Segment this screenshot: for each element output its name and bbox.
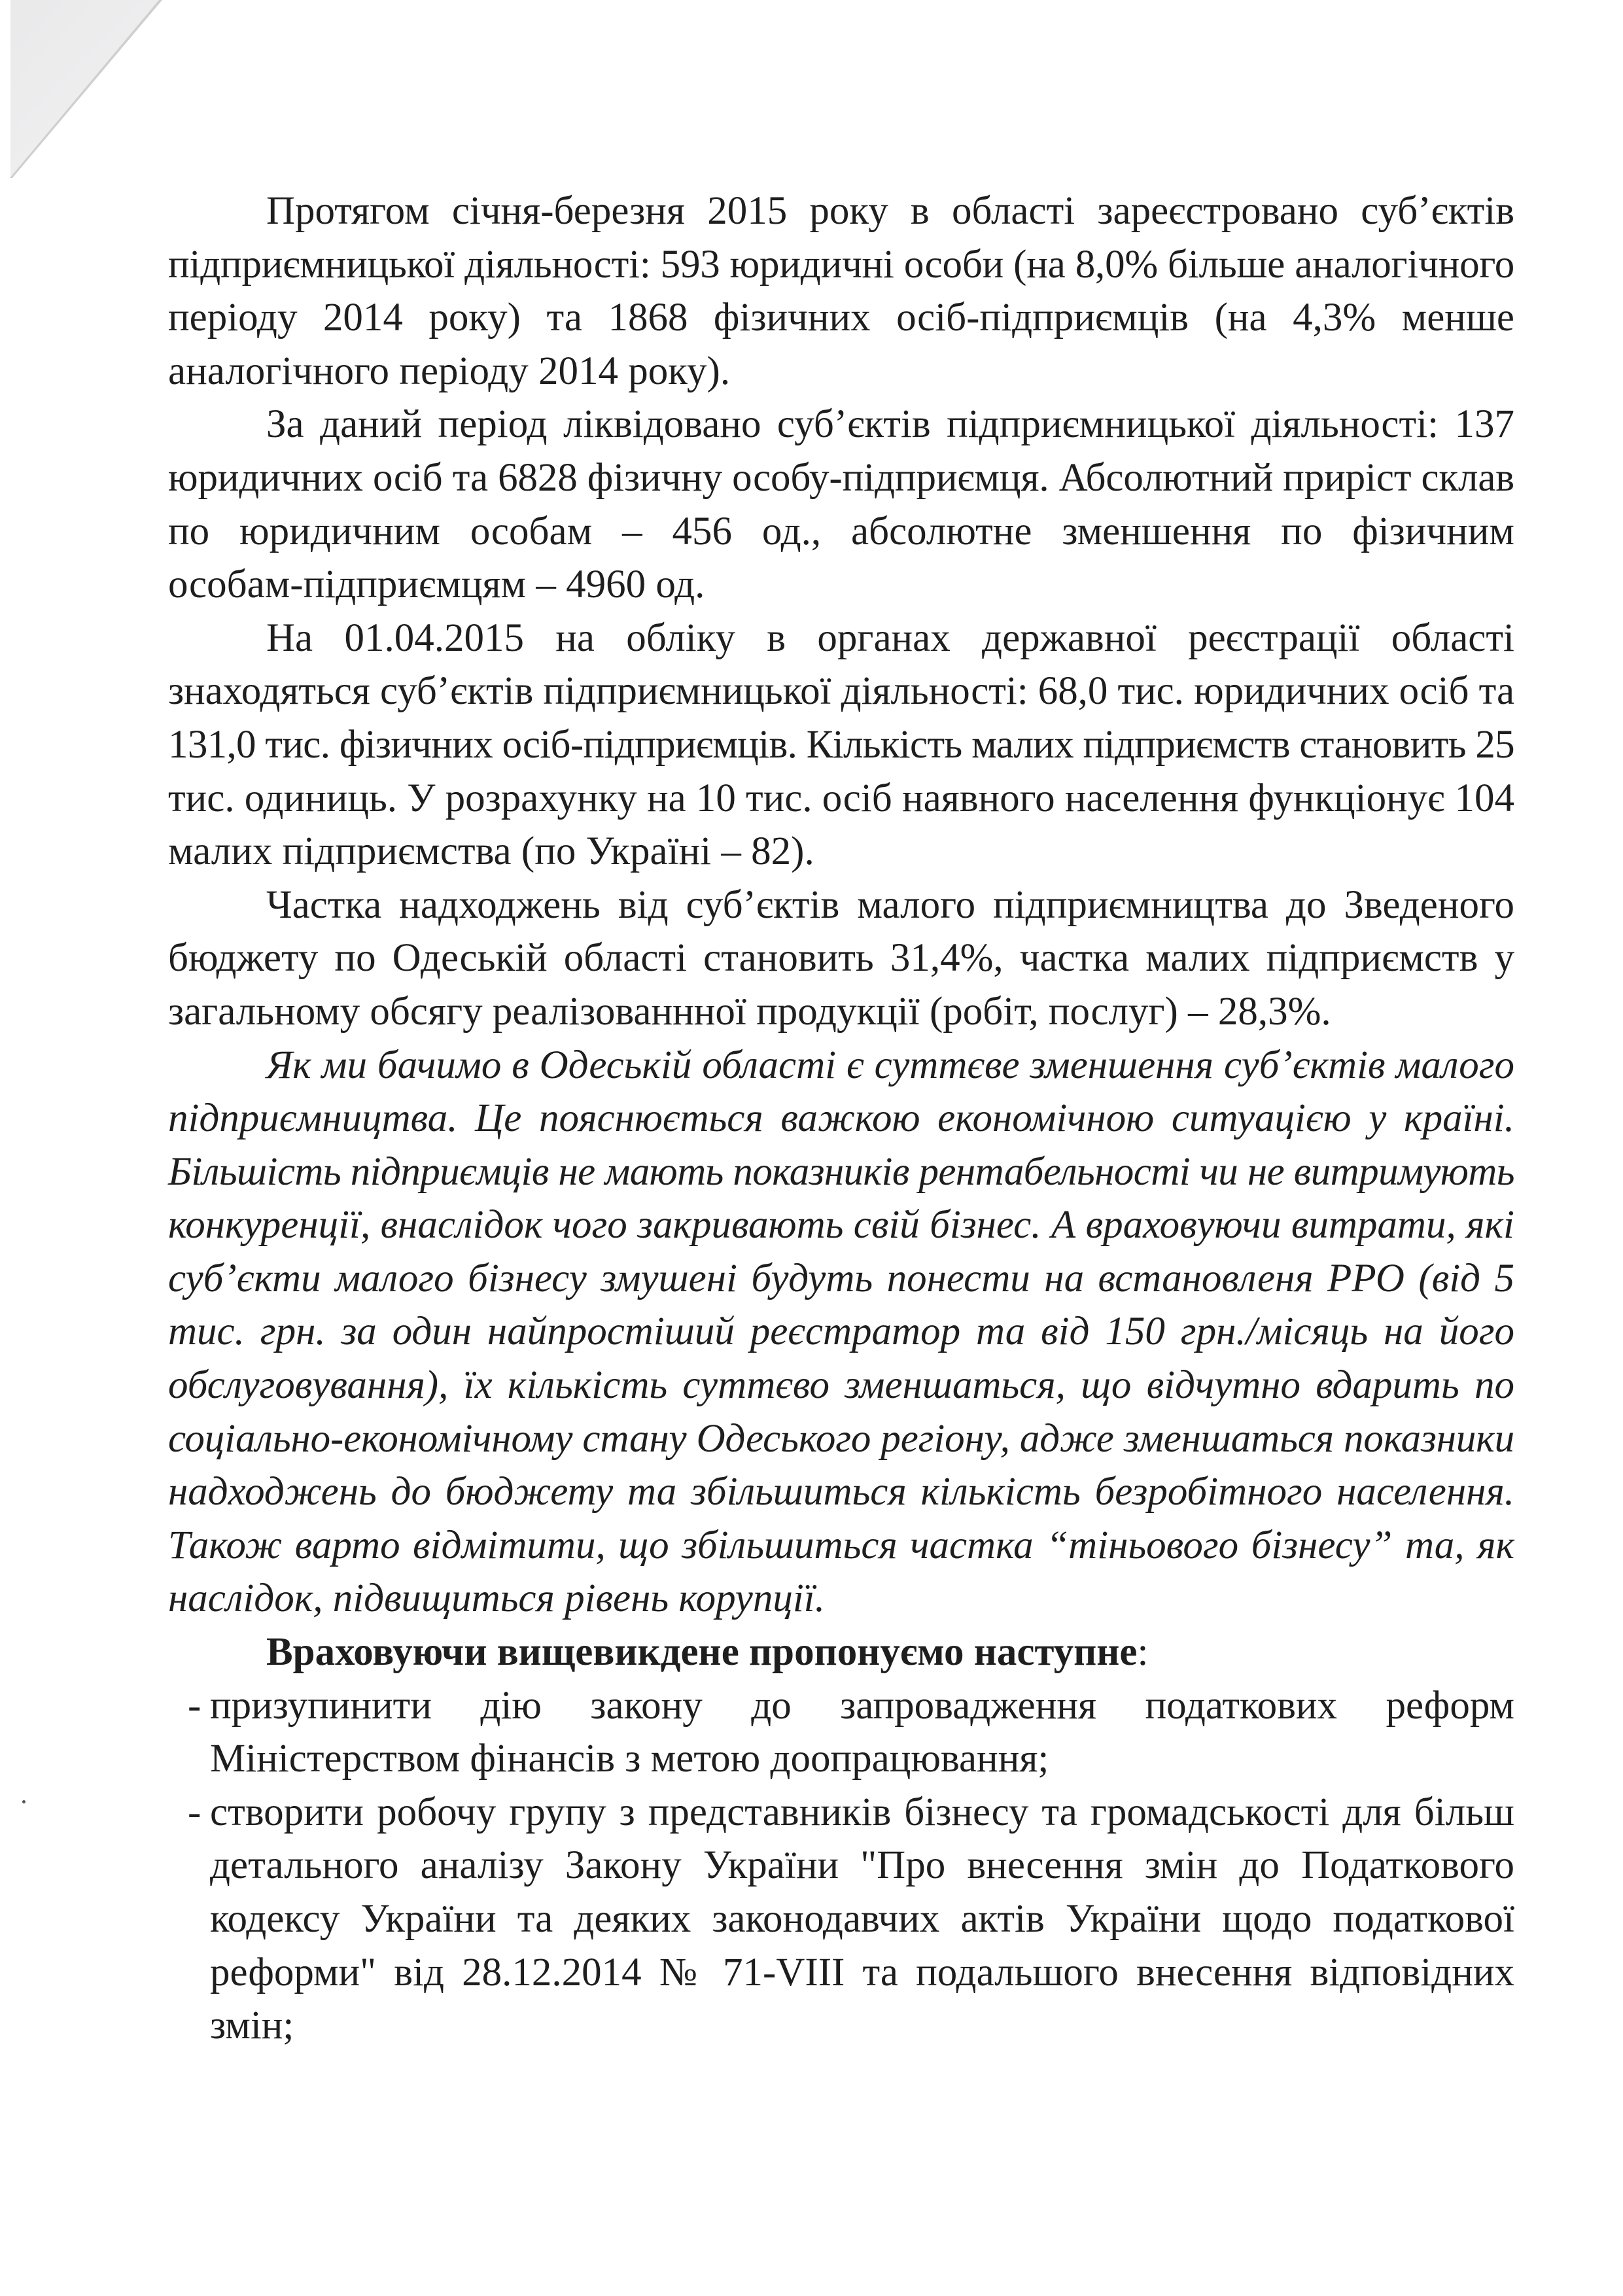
text-line: надходжень до бюджету та збільшиться кількість безробітного населення. bbox=[168, 1470, 1514, 1514]
scan-speck bbox=[22, 1800, 26, 1803]
proposal-item bbox=[168, 1679, 1514, 1786]
text-line: періоду 2014 року) та 1868 фізичних осіб-підприємців (на 4,3% менше bbox=[168, 296, 1514, 340]
text-line: наслідок, підвищиться рівень корупції. bbox=[168, 1576, 825, 1621]
text-line: Міністерством фінансів з метою доопрацювання; bbox=[210, 1737, 1049, 1781]
text-line: змін; bbox=[210, 2004, 294, 2048]
text-line: соціально-економічному стану Одеського регіону, адже зменшаться показники bbox=[168, 1416, 1514, 1461]
proposals-heading-text: Враховуючи вищевикдене пропонуємо наступне bbox=[266, 1630, 1138, 1675]
proposals-heading-colon: : bbox=[1137, 1630, 1149, 1675]
text-line: загальному обсягу реалізованнної продукції (робіт, послуг) – 28,3%. bbox=[168, 989, 1331, 1034]
paragraph-analysis bbox=[168, 1039, 1514, 1626]
text-line: аналогічного періоду 2014 року). bbox=[168, 349, 731, 393]
text-line: створити робочу групу з представників бізнесу та громадськості для більш bbox=[210, 1790, 1514, 1834]
dash-bullet-icon: - bbox=[188, 1790, 201, 1834]
paragraph-liquidation bbox=[168, 398, 1514, 611]
paragraph-registry-status bbox=[168, 612, 1514, 878]
text-line: реформи" від 28.12.2014 № 71-VIII та подальшого внесення відповідних bbox=[210, 1950, 1514, 1994]
text-line: юридичних осіб та 6828 фізичну особу-підприємця. Абсолютний приріст склав bbox=[168, 455, 1514, 500]
text-line: кодексу України та деяких законодавчих актів України щодо податкової bbox=[210, 1897, 1514, 1941]
text-line: Більшість підприємців не мають показників рентабельності чи не витримують bbox=[168, 1149, 1514, 1194]
text-line: знаходяться суб’єктів підприємницької діяльності: 68,0 тис. юридичних осіб та bbox=[168, 669, 1514, 714]
text-line: тис. грн. за один найпростіший реєстратор та від 150 грн./місяць на його bbox=[168, 1310, 1514, 1354]
text-line: 131,0 тис. фізичних осіб-підприємців. Кількість малих підприємств становить 25 bbox=[168, 722, 1514, 767]
text-line: Також варто відмітити, що збільшиться частка “тіньового бізнесу” та, як bbox=[168, 1523, 1514, 1567]
proposal-item bbox=[168, 1786, 1514, 2053]
text-line: Протягом січня-березня 2015 року в області зареєстровано суб’єктів bbox=[266, 189, 1514, 233]
proposals-heading bbox=[168, 1626, 1514, 1679]
text-line: Як ми бачимо в Одеській області є суттєве зменшення суб’єктів малого bbox=[266, 1043, 1514, 1087]
text-line: по юридичним особам – 456 од., абсолютне зменшення по фізичним bbox=[168, 509, 1514, 553]
paragraphs-container bbox=[168, 184, 1514, 1626]
paragraph-registration bbox=[168, 184, 1514, 398]
text-line: тис. одиниць. У розрахунку на 10 тис. осіб наявного населення функціонує 104 bbox=[168, 776, 1514, 820]
text-line: детального аналізу Закону України "Про внесення змін до Податкового bbox=[210, 1843, 1514, 1888]
text-line: За даний період ліквідовано суб’єктів підприємницької діяльності: 137 bbox=[266, 402, 1514, 447]
text-line: підприємництва. Це пояснюється важкою економічною ситуацією у країні. bbox=[168, 1096, 1514, 1141]
dash-bullet-icon: - bbox=[188, 1683, 201, 1728]
paragraph-budget-share bbox=[168, 878, 1514, 1039]
text-line: На 01.04.2015 на обліку в органах державної реєстрації області bbox=[266, 616, 1514, 660]
proposal-list bbox=[168, 1679, 1514, 2053]
text-line: обслуговування), їх кількість суттєво зменшаться, що відчутно вдарить по bbox=[168, 1363, 1514, 1408]
text-line: суб’єкти малого бізнесу змушені будуть понести на встановленя РРО (від 5 bbox=[168, 1256, 1514, 1300]
text-line: малих підприємства (по Україні – 82). bbox=[168, 829, 814, 874]
text-line: підприємницької діяльності: 593 юридичні особи (на 8,0% більше аналогічного bbox=[168, 242, 1514, 287]
text-line: конкуренції, внаслідок чого закривають свій бізнес. А враховуючи витрати, які bbox=[168, 1203, 1514, 1247]
text-line: Частка надходжень від суб’єктів малого підприємництва до Зведеного bbox=[266, 882, 1514, 927]
text-line: призупинити дію закону до запровадження податкових реформ bbox=[210, 1683, 1514, 1728]
text-line: бюджету по Одеській області становить 31,4%, частка малих підприємств у bbox=[168, 936, 1514, 981]
document-body bbox=[168, 184, 1514, 2053]
text-line: особам-підприємцям – 4960 од. bbox=[168, 563, 705, 607]
